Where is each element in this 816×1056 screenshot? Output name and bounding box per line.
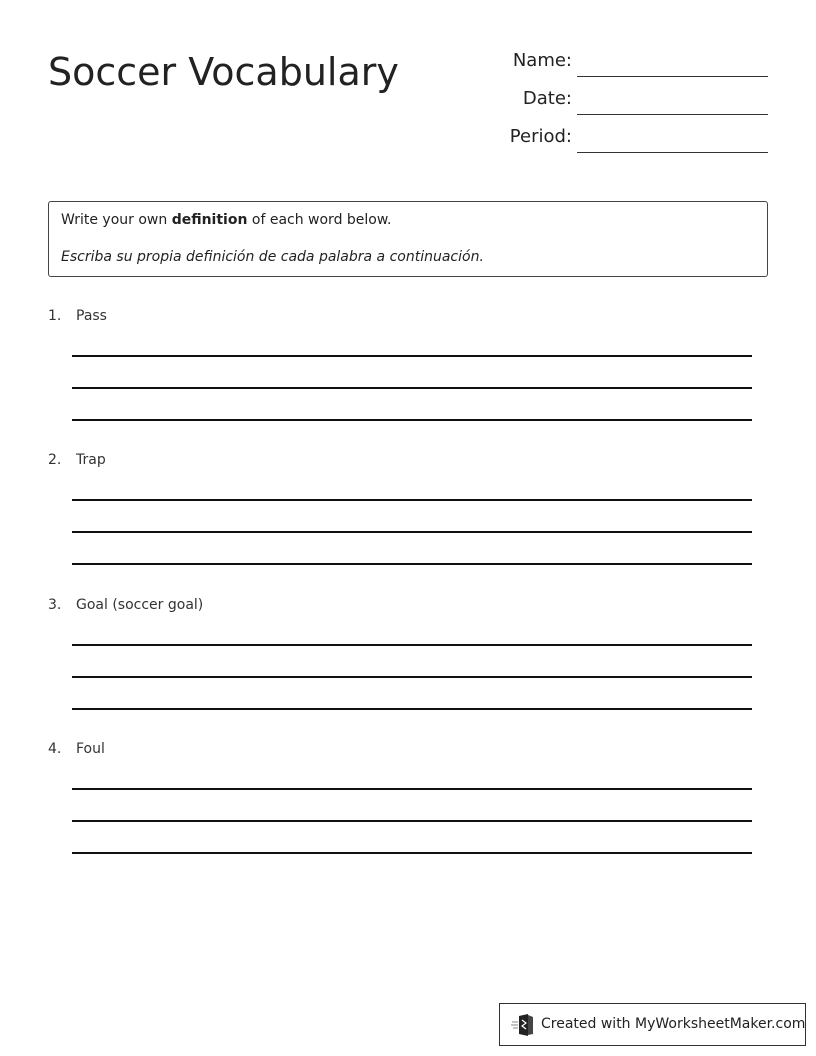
answer-line[interactable]: [72, 355, 752, 357]
answer-line[interactable]: [72, 852, 752, 854]
answer-line[interactable]: [72, 387, 752, 389]
worksheet-title: Soccer Vocabulary: [48, 50, 399, 94]
name-label: Name:: [512, 50, 572, 71]
instructions-english: [61, 212, 391, 228]
instructions-text-pre: Write your own: [61, 212, 172, 228]
date-field[interactable]: [490, 88, 770, 118]
vocabulary-word: Goal (soccer goal): [76, 597, 204, 613]
created-with-badge[interactable]: [499, 1003, 806, 1046]
date-input-line[interactable]: [577, 114, 768, 115]
question-item: [48, 597, 768, 717]
instructions-text-post: of each word below.: [247, 212, 392, 228]
answer-line[interactable]: [72, 499, 752, 501]
period-label: Period:: [509, 126, 572, 147]
vocabulary-word: Foul: [76, 741, 105, 757]
answer-line[interactable]: [72, 419, 752, 421]
name-field[interactable]: [490, 50, 770, 80]
instructions-keyword: definition: [171, 212, 248, 228]
answer-line[interactable]: [72, 644, 752, 646]
answer-line[interactable]: [72, 788, 752, 790]
answer-line[interactable]: [72, 563, 752, 565]
question-item: [48, 452, 768, 572]
date-label: Date:: [522, 88, 572, 109]
period-input-line[interactable]: [577, 152, 768, 153]
question-number: 2.: [48, 452, 62, 468]
vocabulary-word: Trap: [76, 452, 106, 468]
answer-line[interactable]: [72, 708, 752, 710]
answer-line[interactable]: [72, 820, 752, 822]
instructions-spanish: Escriba su propia definición de cada palabra a continuación.: [61, 249, 484, 265]
created-with-text[interactable]: Created with MyWorksheetMaker.com: [541, 1016, 806, 1032]
answer-line[interactable]: [72, 531, 752, 533]
question-item: [48, 308, 768, 428]
instructions-box: [48, 201, 768, 277]
question-number: 4.: [48, 741, 62, 757]
vocabulary-word: Pass: [76, 308, 107, 324]
question-number: 3.: [48, 597, 62, 613]
answer-line[interactable]: [72, 676, 752, 678]
question-item: [48, 741, 768, 861]
worksheet-maker-logo-icon: [511, 1014, 535, 1036]
name-input-line[interactable]: [577, 76, 768, 77]
period-field[interactable]: [490, 126, 770, 156]
question-number: 1.: [48, 308, 62, 324]
